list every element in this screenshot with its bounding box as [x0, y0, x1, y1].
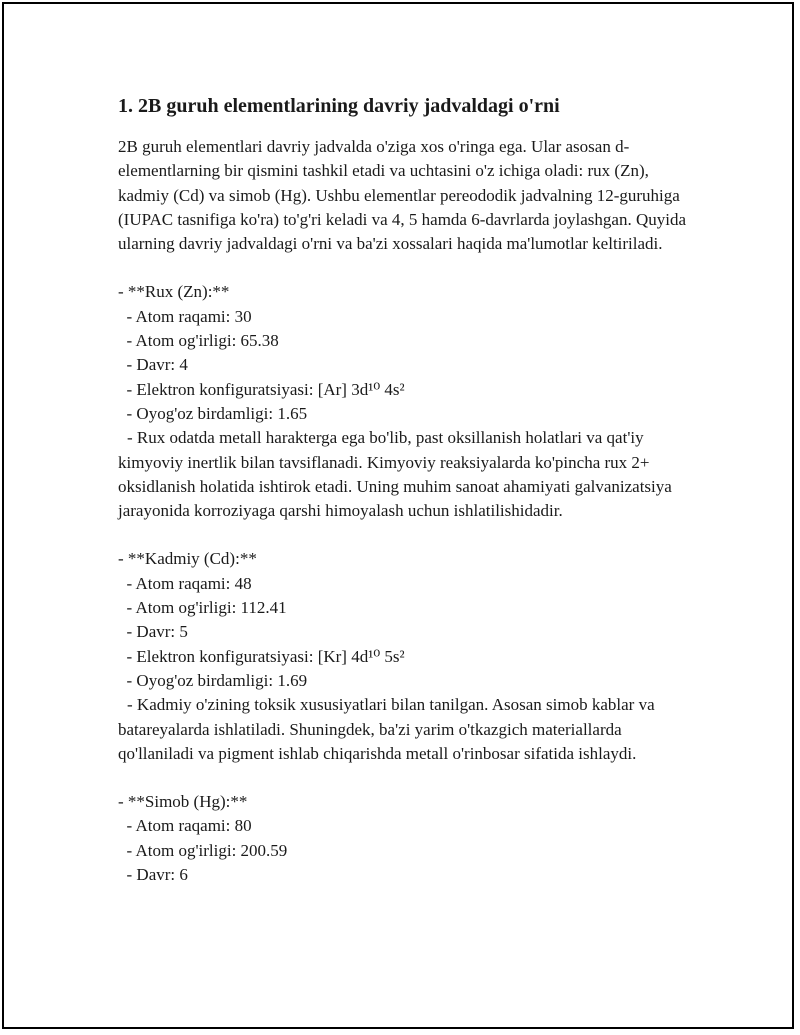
element-heading: - **Rux (Zn):** [118, 282, 230, 302]
element-heading: - **Kadmiy (Cd):** [118, 549, 257, 569]
electron-config: - Elektron konfiguratsiyasi: [Kr] 4d¹⁰ 5s² [118, 646, 405, 666]
period: - Davr: 5 [118, 622, 188, 642]
atom-weight: - Atom og'irligi: 200.59 [118, 840, 288, 860]
element-cadmium [118, 547, 688, 766]
element-description: - Rux odatda metall harakterga ega bo'lib, past oksillanish holatlari va qat'iy kimyoviy inertlik bilan tavsiflanadi. Kimyoviy reaksiyalarda ko'pincha rux 2+ oksidlanish holatida ishtirok etadi. Uning muhim sanoat ahamiyati galvanizatsiya jarayonida korroziyaga qarshi himoyalash uchun ishlatilishidadir. [118, 428, 672, 521]
element-mercury [118, 790, 688, 887]
spacer [118, 766, 688, 790]
electronegativity: - Oyog'oz birdamligi: 1.69 [118, 670, 308, 690]
intro-paragraph: 2B guruh elementlari davriy jadvalda o'ziga xos o'ringa ega. Ular asosan d-elementlarning bir qismini tashkil etadi va uchtasini o'z ichiga oladi: rux (Zn), kadmiy (Cd) va simob (Hg). Ushbu elementlar pereododik jadvalning 12-guruhiga (IUPAC tasnifiga ko'ra) to'g'ri keladi va 4, 5 hamda 6-davrlarda joylashgan. Quyida ularning davriy jadvaldagi o'rni va ba'zi xossalari haqida ma'lumotlar keltiriladi. [118, 137, 686, 254]
electronegativity: - Oyog'oz birdamligi: 1.65 [118, 403, 308, 423]
atom-weight: - Atom og'irligi: 65.38 [118, 331, 279, 351]
atom-number: - Atom raqami: 48 [118, 573, 252, 593]
period: - Davr: 6 [118, 865, 188, 885]
period: - Davr: 4 [118, 355, 188, 375]
atom-number: - Atom raqami: 80 [118, 816, 252, 836]
section-heading: 1. 2B guruh elementlarining davriy jadvaldagi o'rni [118, 95, 560, 117]
electron-config: - Elektron konfiguratsiyasi: [Ar] 3d¹⁰ 4s² [118, 379, 405, 399]
atom-weight: - Atom og'irligi: 112.41 [118, 598, 287, 618]
document-content [118, 92, 688, 887]
spacer [118, 523, 688, 547]
element-description: - Kadmiy o'zining toksik xususiyatlari bilan tanilgan. Asosan simob kablar va batareyalarda ishlatiladi. Shuningdek, ba'zi yarim o'tkazgich materiallarda qo'llaniladi va pigment ishlab chiqarishda metall o'rinbosar sifatida ishlaydi. [118, 695, 655, 763]
element-heading: - **Simob (Hg):** [118, 792, 248, 812]
element-zinc [118, 280, 688, 523]
spacer [118, 256, 688, 280]
atom-number: - Atom raqami: 30 [118, 306, 252, 326]
